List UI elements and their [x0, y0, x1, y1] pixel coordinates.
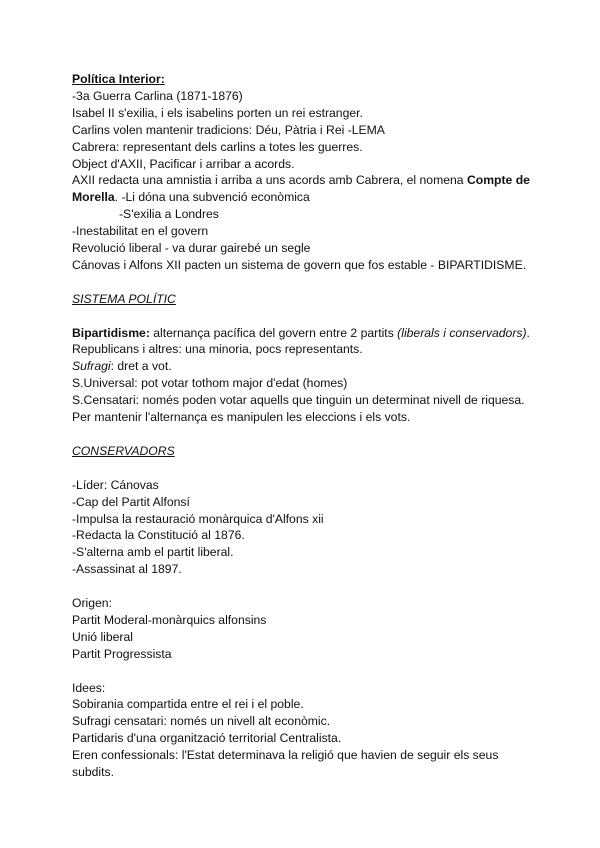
text-line: Republicans i altres: una minoria, pocs representants.	[72, 342, 363, 357]
list-item: Partidaris d'una organització territorial Centralista.	[72, 731, 342, 746]
text-line: -S'exilia a Londres	[119, 207, 219, 222]
text-line: Per mantenir l'alternança es manipulen les eleccions i els vots.	[72, 410, 411, 425]
text-line: Cabrera: representant dels carlins a totes les guerres.	[72, 139, 363, 154]
bold-term: Compte de	[466, 173, 530, 188]
bold-term: Morella	[72, 190, 115, 205]
text-line	[72, 325, 542, 342]
heading-politica-interior: Política Interior:	[72, 72, 165, 86]
text-line	[72, 172, 542, 189]
text-line: -3a Guerra Carlina (1871-1876)	[72, 88, 243, 103]
blank-line	[72, 578, 542, 595]
blank-line	[72, 308, 542, 325]
blank-line	[72, 274, 542, 291]
idees-label: Idees:	[72, 680, 106, 695]
text-line	[72, 189, 542, 206]
list-item: -Líder: Cánovas	[72, 477, 159, 492]
list-item: -Assassinat al 1897.	[72, 562, 182, 577]
italic-span: (liberals i conservadors)	[397, 325, 527, 340]
list-item: Partit Progressista	[72, 646, 172, 661]
document-body	[72, 71, 542, 781]
text-line: Carlins volen mantenir tradicions: Déu, Pàtria i Rei -LEMA	[72, 122, 385, 137]
text-line: Revolució liberal - va durar gairebé un segle	[72, 241, 311, 256]
text-line: S.Universal: pot votar tothom major d'edat (homes)	[72, 376, 348, 391]
list-item: Eren confessionals: l'Estat determinava la religió que havien de seguir els seus subdits.	[72, 748, 499, 780]
bold-term: Bipartidisme:	[72, 325, 150, 340]
list-item: Partit Moderal-monàrquics alfonsins	[72, 612, 267, 627]
text-line: S.Censatari: només poden votar aquells que tinguin un determinat nivell de riquesa.	[72, 393, 525, 408]
list-item: -Impulsa la restauració monàrquica d'Alfons xii	[72, 511, 324, 526]
list-item: -Cap del Partit Alfonsí	[72, 494, 190, 509]
list-item: -S'alterna amb el partit liberal.	[72, 545, 234, 560]
blank-line	[72, 426, 542, 443]
origen-label: Origen:	[72, 596, 112, 611]
blank-line	[72, 460, 542, 477]
text-line: -Inestabilitat en el govern	[72, 224, 209, 239]
heading-conservadors: CONSERVADORS	[72, 443, 175, 458]
text-line: Cánovas i Alfons XII pacten un sistema de govern que fos estable - BIPARTIDISME.	[72, 257, 527, 272]
list-item: Sobirania compartida entre el rei i el poble.	[72, 697, 304, 712]
list-item: Unió liberal	[72, 629, 133, 644]
text-span: . -Li dóna una subvenció econòmica	[114, 190, 310, 205]
blank-line	[72, 663, 542, 680]
text-span: .	[526, 325, 530, 340]
list-item: -Redacta la Constitució al 1876.	[72, 528, 245, 543]
text-line: Object d'AXII, Pacificar i arribar a acords.	[72, 156, 295, 171]
list-item: Sufragi censatari: només un nivell alt econòmic.	[72, 714, 331, 729]
text-line: Isabel II s'exilia, i els isabelins porten un rei estranger.	[72, 105, 363, 120]
text-line	[72, 358, 542, 375]
text-span: alternança pacífica del govern entre 2 partits	[149, 325, 398, 340]
heading-sistema-politic: SISTEMA POLÍTIC	[72, 291, 176, 306]
italic-term: Sufragi	[72, 359, 111, 374]
text-span: : dret a vot.	[110, 359, 172, 374]
text-span: AXII redacta una amnistia i arriba a uns acords amb Cabrera, el nomena	[72, 173, 467, 188]
